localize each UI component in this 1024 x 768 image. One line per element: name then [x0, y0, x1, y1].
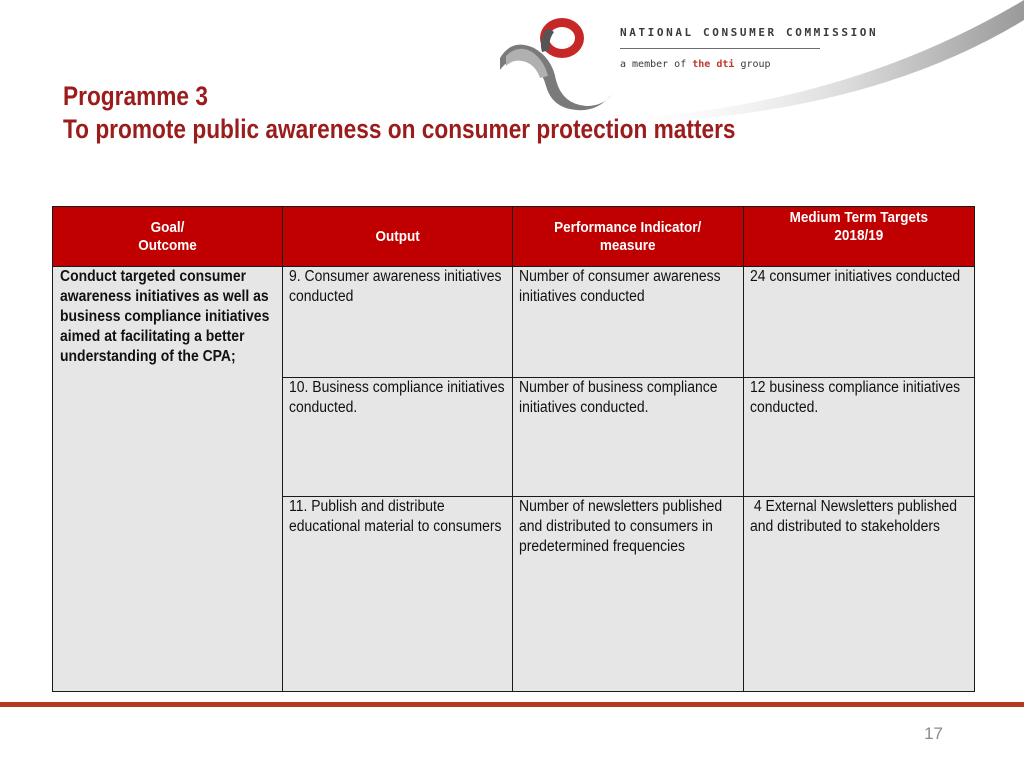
output-cell: 11. Publish and distribute educational material to consumers [283, 497, 513, 692]
header-indicator: Performance Indicator/ measure [513, 207, 743, 267]
brand-block [620, 26, 879, 70]
header-targets: Medium Term Targets 2018/19 [743, 207, 974, 267]
goal-cell: Conduct targeted consumer awareness initiatives as well as business compliance initiatives aimed at facilitating a better understanding of the CPA; [53, 267, 283, 692]
header-output: Output [283, 207, 513, 267]
title-line-1: Programme 3 [63, 81, 208, 111]
page-title [63, 80, 736, 146]
output-cell: 9. Consumer awareness initiatives conducted [283, 267, 513, 378]
header-goal: Goal/ Outcome [53, 207, 283, 267]
page-number: 17 [924, 724, 943, 743]
target-cell: 12 business compliance initiatives conducted. [743, 378, 974, 497]
title-line-2: To promote public awareness on consumer protection matters [63, 114, 736, 144]
footer-rule [0, 702, 1024, 707]
output-cell: 10. Business compliance initiatives conducted. [283, 378, 513, 497]
table-header-row [53, 207, 975, 267]
target-cell: 24 consumer initiatives conducted [743, 267, 974, 378]
brand-divider [620, 48, 820, 49]
indicator-cell: Number of business compliance initiatives conducted. [513, 378, 743, 497]
tagline-brand: the dti [692, 59, 735, 70]
table-row [53, 267, 975, 378]
organisation-name: NATIONAL CONSUMER COMMISSION [620, 26, 879, 39]
indicator-cell: Number of newsletters published and distributed to consumers in predetermined frequencies [513, 497, 743, 692]
indicator-cell: Number of consumer awareness initiatives conducted [513, 267, 743, 378]
programme-table [52, 206, 975, 692]
tagline-suffix: group [740, 59, 771, 70]
tagline-prefix: a member of [620, 59, 687, 70]
target-cell: 4 External Newsletters published and distributed to stakeholders [743, 497, 974, 692]
brand-tagline [620, 59, 840, 70]
